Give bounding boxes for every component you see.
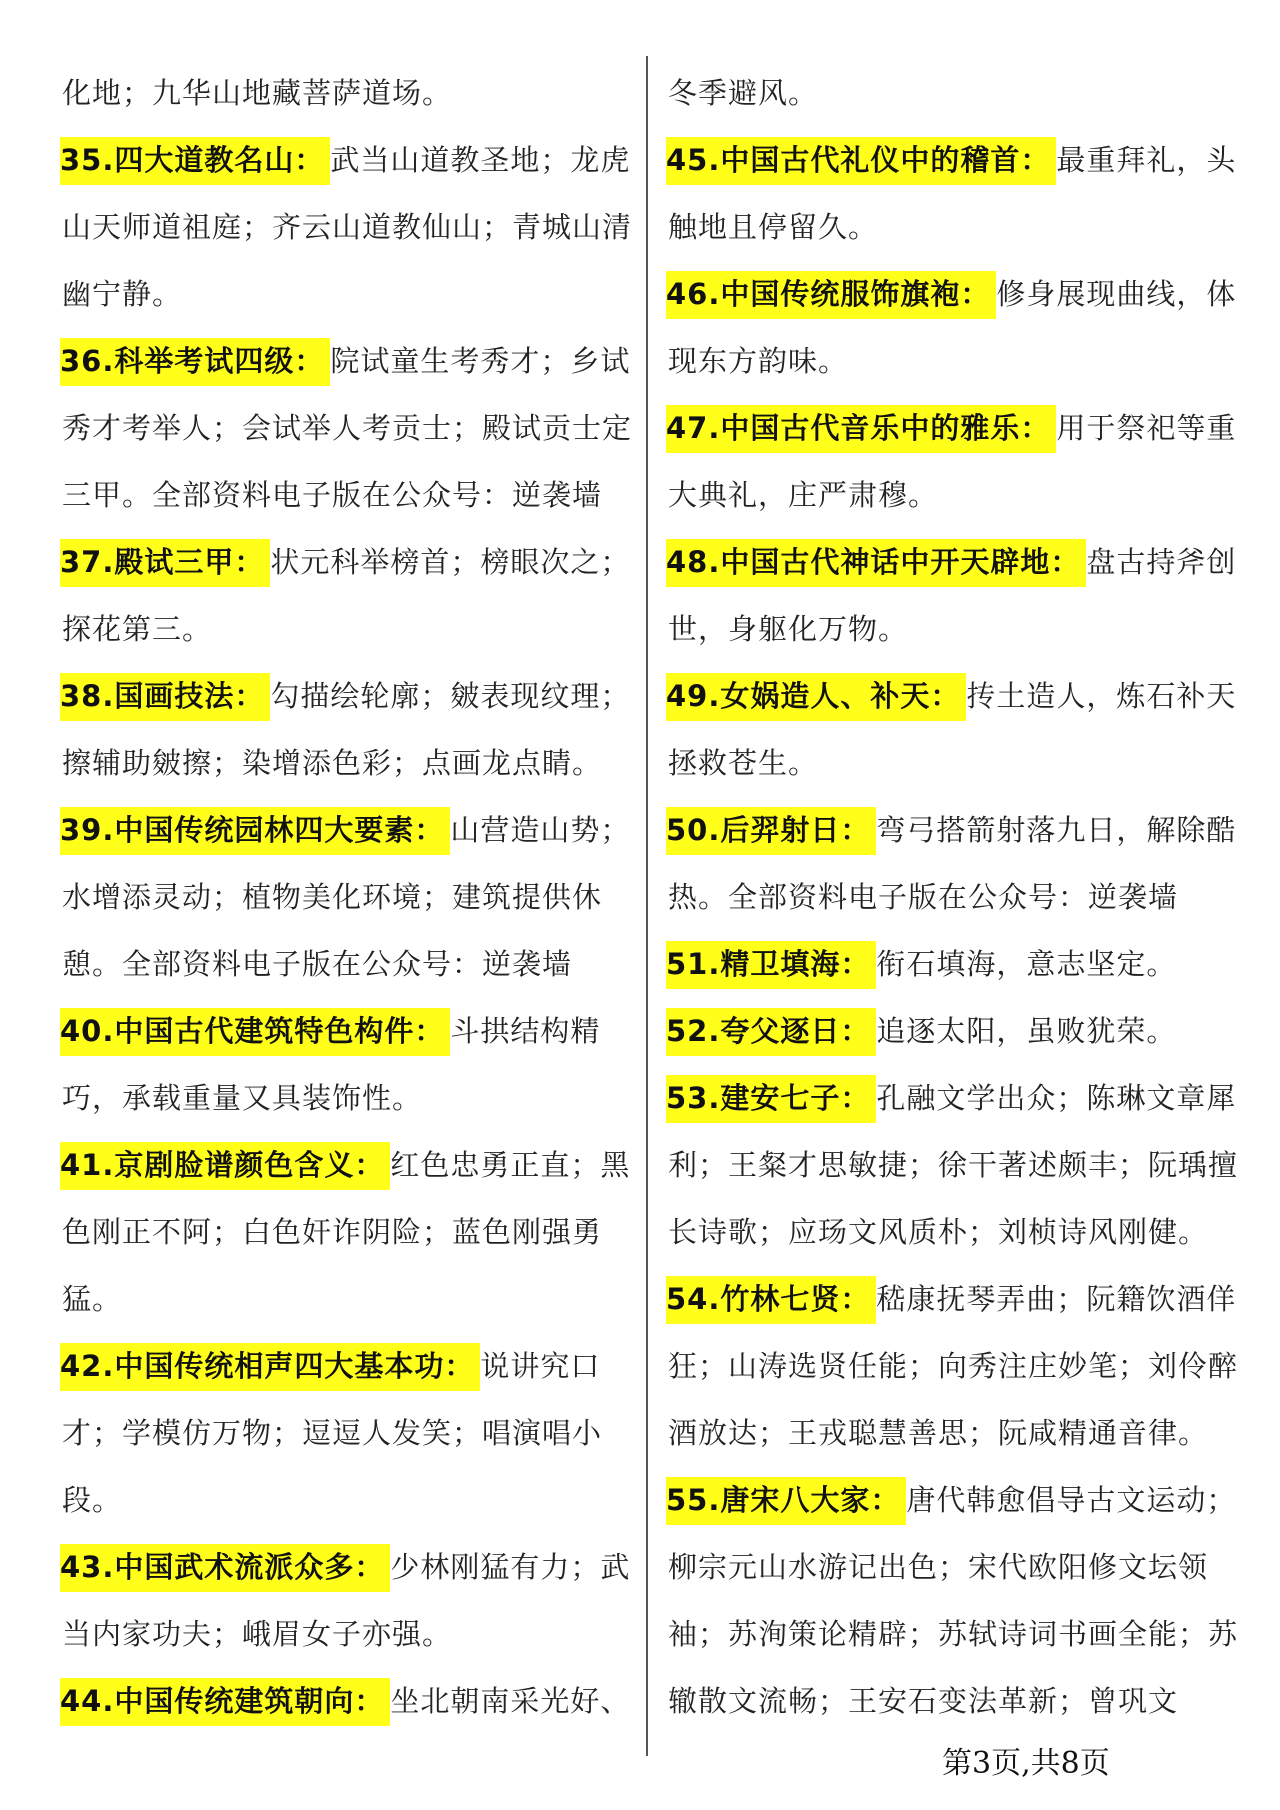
entry-37: [62, 529, 632, 663]
entry-term: 43.中国武术流派众多：: [60, 1544, 390, 1592]
column-divider: [646, 56, 648, 1756]
entry-text: 修身展现曲线，体现东方韵味。: [668, 277, 1237, 378]
entry-42: [62, 1333, 632, 1534]
entry-term: 50.后羿射日：: [666, 807, 876, 855]
entry-47: [668, 395, 1238, 529]
entry-term: 51.精卫填海：: [666, 941, 876, 989]
entry-43: [62, 1534, 632, 1668]
entry-52: [668, 998, 1238, 1065]
entry-38: [62, 663, 632, 797]
entry-35: [62, 127, 632, 328]
entry-44: [62, 1668, 632, 1735]
entry-term: 47.中国古代音乐中的雅乐：: [666, 405, 1056, 453]
entry-45: [668, 127, 1238, 261]
entry-text: 红色忠勇正直；黑色刚正不阿；白色奸诈阴险；蓝色刚强勇猛。: [62, 1148, 631, 1316]
paragraph: [62, 60, 632, 127]
entry-50: [668, 797, 1238, 931]
entry-text: 武当山道教圣地；龙虎山天师道祖庭；齐云山道教仙山；青城山清幽宁静。: [62, 143, 633, 311]
entry-text: 衔石填海，意志坚定。: [876, 947, 1177, 981]
entry-51: [668, 931, 1238, 998]
entry-36: [62, 328, 632, 529]
entry-text: 孔融文学出众；陈琳文章犀利；王粲才思敏捷；徐干著述颇丰；阮瑀擅长诗歌；应玚文风质朴；刘桢诗风刚健。: [668, 1081, 1239, 1249]
entry-text: 冬季避风。: [668, 76, 819, 110]
entry-text: 弯弓搭箭射落九日，解除酷热。全部资料电子版在公众号：逆袭墙: [668, 813, 1237, 914]
entry-term: 39.中国传统园林四大要素：: [60, 807, 450, 855]
entry-text: 院试童生考秀才；乡试秀才考举人；会试举人考贡士；殿试贡士定三甲。全部资料电子版在公众号：逆袭墙: [62, 344, 633, 512]
left-column: [62, 60, 632, 1735]
entry-text: 抟土造人，炼石补天拯救苍生。: [668, 679, 1237, 780]
entry-term: 45.中国古代礼仪中的稽首：: [666, 137, 1056, 185]
entry-text: 盘古持斧创世，身躯化万物。: [668, 545, 1237, 646]
entry-term: 37.殿试三甲：: [60, 539, 270, 587]
entry-term: 41.京剧脸谱颜色含义：: [60, 1142, 390, 1190]
entry-term: 36.科举考试四级：: [60, 338, 330, 386]
entry-55: [668, 1467, 1238, 1735]
entry-text: 坐北朝南采光好、: [390, 1684, 631, 1718]
entry-term: 46.中国传统服饰旗袍：: [666, 271, 996, 319]
entry-text: 最重拜礼，头触地且停留久。: [668, 143, 1237, 244]
entry-term: 40.中国古代建筑特色构件：: [60, 1008, 450, 1056]
entry-39: [62, 797, 632, 998]
entry-text: 追逐太阳，虽败犹荣。: [876, 1014, 1177, 1048]
entry-term: 35.四大道教名山：: [60, 137, 330, 185]
entry-48: [668, 529, 1238, 663]
entry-term: 38.国画技法：: [60, 673, 270, 721]
right-column: [668, 60, 1238, 1735]
entry-term: 44.中国传统建筑朝向：: [60, 1678, 390, 1726]
entry-text: 说讲究口才；学模仿万物；逗逗人发笑；唱演唱小段。: [62, 1349, 603, 1517]
entry-text: 唐代韩愈倡导古文运动；柳宗元山水游记出色；宋代欧阳修文坛领袖；苏洵策论精辟；苏轼诗词书画全能；苏辙散文流畅；王安石变法革新；曾巩文: [668, 1483, 1239, 1718]
entry-term: 53.建安七子：: [666, 1075, 876, 1123]
page-number: 第3页,共8页: [942, 1746, 1110, 1781]
entry-text: 斗拱结构精巧，承载重量又具装饰性。: [62, 1014, 601, 1115]
entry-53: [668, 1065, 1238, 1266]
entry-text: 嵇康抚琴弄曲；阮籍饮酒佯狂；山涛选贤任能；向秀注庄妙笔；刘伶醉酒放达；王戎聪慧善思；阮咸精通音律。: [668, 1282, 1239, 1450]
entry-text: 化地；九华山地藏菩萨道场。: [62, 76, 453, 110]
entry-text: 少林刚猛有力；武当内家功夫；峨眉女子亦强。: [62, 1550, 631, 1651]
entry-text: 状元科举榜首；榜眼次之；探花第三。: [62, 545, 631, 646]
entry-term: 52.夸父逐日：: [666, 1008, 876, 1056]
entry-41: [62, 1132, 632, 1333]
entry-term: 48.中国古代神话中开天辟地：: [666, 539, 1086, 587]
entry-term: 49.女娲造人、补天：: [666, 673, 966, 721]
entry-text: 用于祭祀等重大典礼，庄严肃穆。: [668, 411, 1237, 512]
entry-text: 山营造山势；水增添灵动；植物美化环境；建筑提供休憩。全部资料电子版在公众号：逆袭墙: [62, 813, 631, 981]
entry-text: 勾描绘轮廓；皴表现纹理；擦辅助皴擦；染增添色彩；点画龙点睛。: [62, 679, 631, 780]
entry-54: [668, 1266, 1238, 1467]
entry-term: 42.中国传统相声四大基本功：: [60, 1343, 480, 1391]
paragraph: [668, 60, 1238, 127]
entry-49: [668, 663, 1238, 797]
entry-term: 55.唐宋八大家：: [666, 1477, 906, 1525]
entry-term: 54.竹林七贤：: [666, 1276, 876, 1324]
entry-40: [62, 998, 632, 1132]
entry-46: [668, 261, 1238, 395]
